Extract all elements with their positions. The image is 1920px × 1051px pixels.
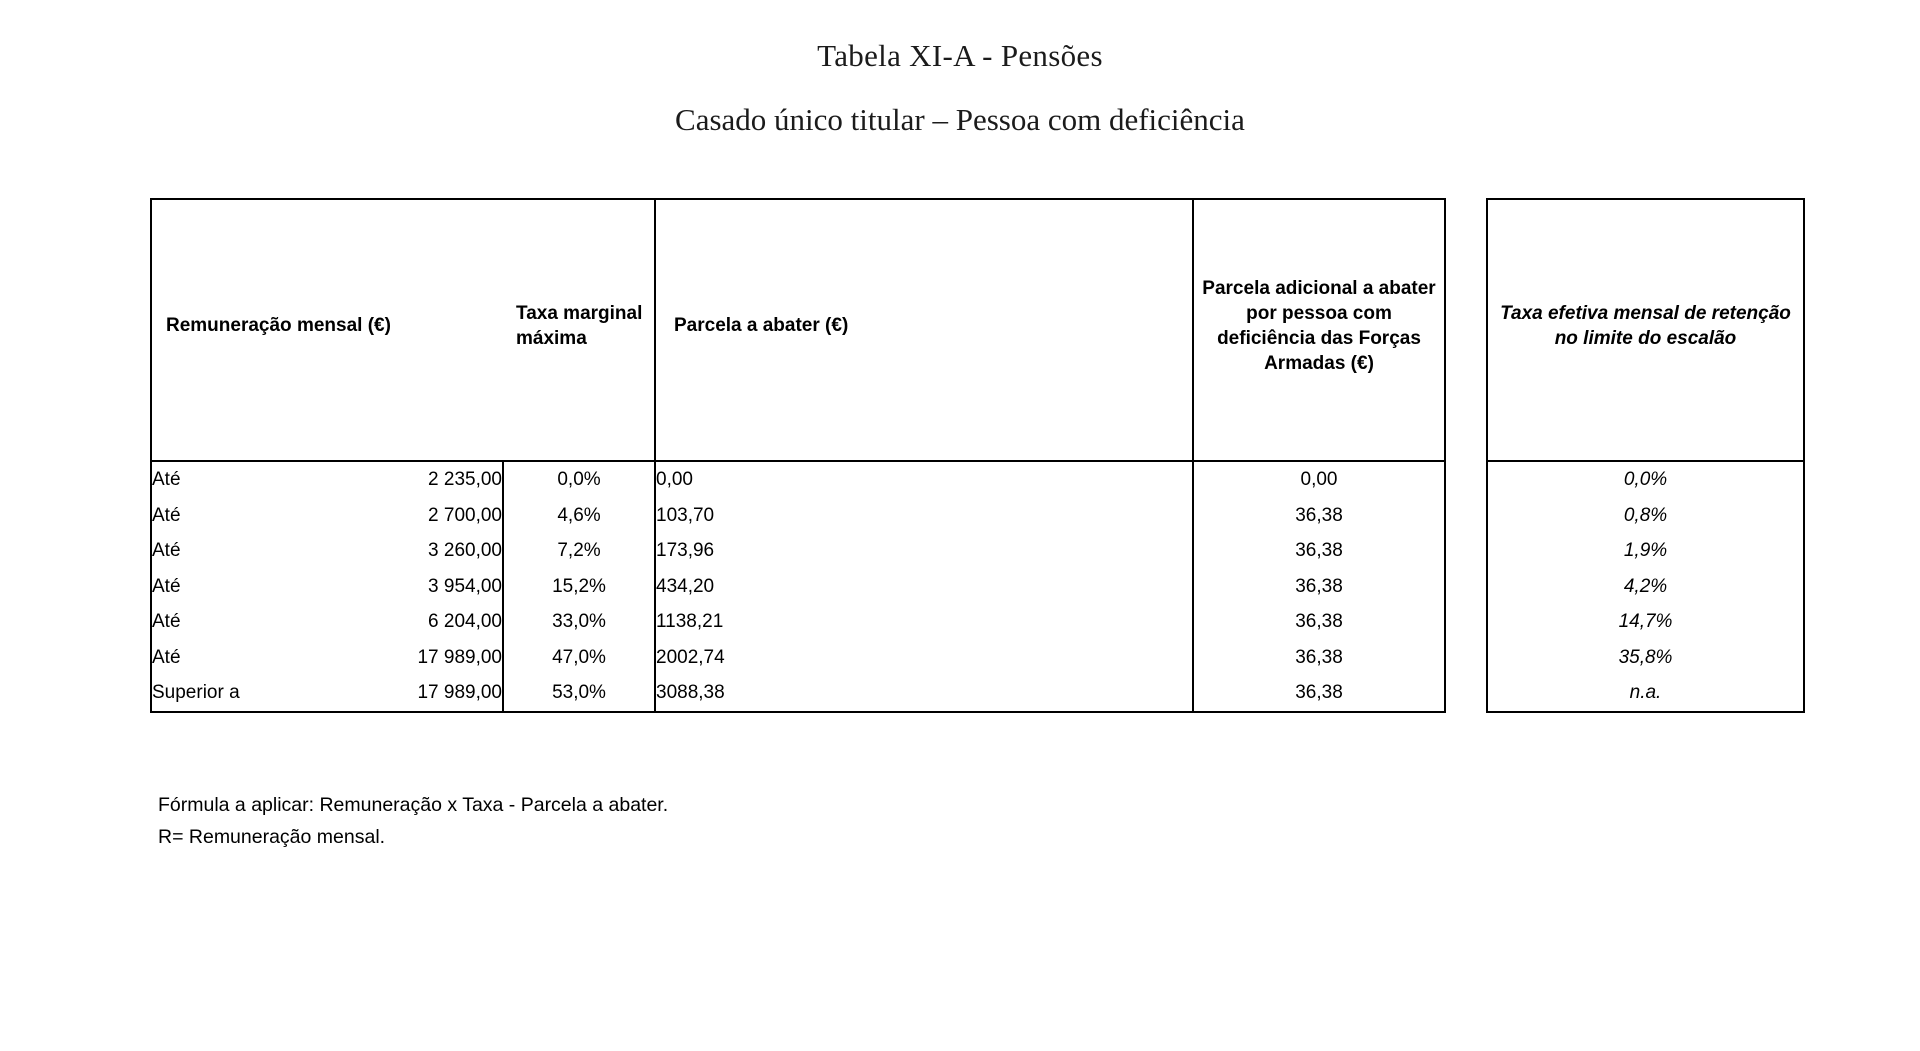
column-header-remuneracao-label: Remuneração mensal (€) xyxy=(166,315,391,337)
cell-parcela-adicional: 36,38 xyxy=(1193,569,1445,605)
column-header-taxa-marginal xyxy=(503,199,655,461)
cell-parcela-adicional: 36,38 xyxy=(1193,640,1445,676)
cell-parcela-adicional: 0,00 xyxy=(1193,461,1445,498)
cell-parcela-abater: 103,70 xyxy=(655,498,1193,534)
cell-taxa-efetiva: 1,9% xyxy=(1487,533,1804,569)
column-header-parcela-abater xyxy=(655,199,1193,461)
cell-remuneracao xyxy=(151,533,503,569)
cell-gap xyxy=(1445,498,1487,534)
cell-limite-valor: 3 260,00 xyxy=(428,540,502,561)
column-header-parcela-adicional-label: Parcela adicional a abater por pessoa com deficiência das Forças Armadas (€) xyxy=(1202,277,1436,375)
cell-limite-label: Até xyxy=(152,540,181,561)
cell-remuneracao xyxy=(151,569,503,605)
cell-limite-valor: 6 204,00 xyxy=(428,611,502,632)
cell-parcela-abater: 434,20 xyxy=(655,569,1193,605)
cell-remuneracao xyxy=(151,640,503,676)
column-header-taxa-efetiva xyxy=(1487,199,1804,461)
cell-limite-label: Até xyxy=(152,575,181,597)
note-legend: R= Remuneração mensal. xyxy=(158,825,386,848)
cell-remuneracao xyxy=(151,675,503,712)
cell-taxa-efetiva: 35,8% xyxy=(1487,640,1804,676)
cell-taxa-marginal: 7,2% xyxy=(503,533,655,569)
page-title: Tabela XI-A - Pensões xyxy=(817,38,1103,73)
cell-gap xyxy=(1445,640,1487,676)
table-body xyxy=(151,461,1804,712)
table-header xyxy=(151,199,1804,461)
cell-gap xyxy=(1445,533,1487,569)
cell-taxa-efetiva: 0,8% xyxy=(1487,498,1804,534)
cell-limite-valor: 2 235,00 xyxy=(428,469,502,490)
cell-limite-label: Até xyxy=(152,646,181,668)
cell-limite-label: Até xyxy=(152,611,181,632)
cell-taxa-marginal: 4,6% xyxy=(503,498,655,534)
table-row xyxy=(151,461,1804,498)
cell-limite-valor: 17 989,00 xyxy=(417,646,502,668)
column-header-remuneracao xyxy=(151,199,503,461)
cell-parcela-adicional: 36,38 xyxy=(1193,498,1445,534)
cell-parcela-abater: 173,96 xyxy=(655,533,1193,569)
table-notes xyxy=(158,790,668,853)
table-row xyxy=(151,533,1804,569)
cell-parcela-adicional: 36,38 xyxy=(1193,533,1445,569)
cell-taxa-efetiva: 4,2% xyxy=(1487,569,1804,605)
cell-taxa-marginal: 15,2% xyxy=(503,569,655,605)
cell-taxa-efetiva: 14,7% xyxy=(1487,604,1804,640)
cell-taxa-marginal: 53,0% xyxy=(503,675,655,712)
cell-limite-label: Superior a xyxy=(152,682,240,703)
cell-limite-valor: 2 700,00 xyxy=(428,504,502,526)
table-row xyxy=(151,640,1804,676)
title-block xyxy=(0,0,1920,138)
cell-parcela-abater: 2002,74 xyxy=(655,640,1193,676)
table-row xyxy=(151,569,1804,605)
cell-remuneracao xyxy=(151,461,503,498)
column-header-parcela-adicional xyxy=(1193,199,1445,461)
cell-gap xyxy=(1445,675,1487,712)
cell-taxa-marginal: 47,0% xyxy=(503,640,655,676)
column-header-taxa-efetiva-label: Taxa efetiva mensal de retenção no limite do escalão xyxy=(1500,302,1791,349)
cell-taxa-marginal: 33,0% xyxy=(503,604,655,640)
cell-taxa-efetiva: 0,0% xyxy=(1487,461,1804,498)
cell-parcela-abater: 1138,21 xyxy=(655,604,1193,640)
cell-limite-valor: 17 989,00 xyxy=(417,682,502,703)
cell-parcela-abater: 0,00 xyxy=(655,461,1193,498)
tax-table-container xyxy=(150,198,1805,713)
page-subtitle: Casado único titular – Pessoa com deficiência xyxy=(675,102,1245,137)
cell-remuneracao xyxy=(151,604,503,640)
cell-gap xyxy=(1445,569,1487,605)
table-header-row xyxy=(151,199,1804,461)
column-gap xyxy=(1445,199,1487,461)
note-formula: Fórmula a aplicar: Remuneração x Taxa - Parcela a abater. xyxy=(158,794,669,816)
table-row xyxy=(151,498,1804,534)
cell-gap xyxy=(1445,604,1487,640)
cell-parcela-abater: 3088,38 xyxy=(655,675,1193,712)
cell-limite-label: Até xyxy=(152,504,181,526)
column-header-parcela-abater-label: Parcela a abater (€) xyxy=(674,315,849,337)
tax-table xyxy=(150,198,1805,713)
cell-limite-label: Até xyxy=(152,469,181,490)
cell-parcela-adicional: 36,38 xyxy=(1193,604,1445,640)
cell-taxa-efetiva: n.a. xyxy=(1487,675,1804,712)
column-header-taxa-marginal-label: Taxa marginal máxima xyxy=(516,302,643,349)
table-row xyxy=(151,675,1804,712)
cell-gap xyxy=(1445,461,1487,498)
cell-limite-valor: 3 954,00 xyxy=(428,575,502,597)
table-row xyxy=(151,604,1804,640)
cell-taxa-marginal: 0,0% xyxy=(503,461,655,498)
cell-remuneracao xyxy=(151,498,503,534)
cell-parcela-adicional: 36,38 xyxy=(1193,675,1445,712)
